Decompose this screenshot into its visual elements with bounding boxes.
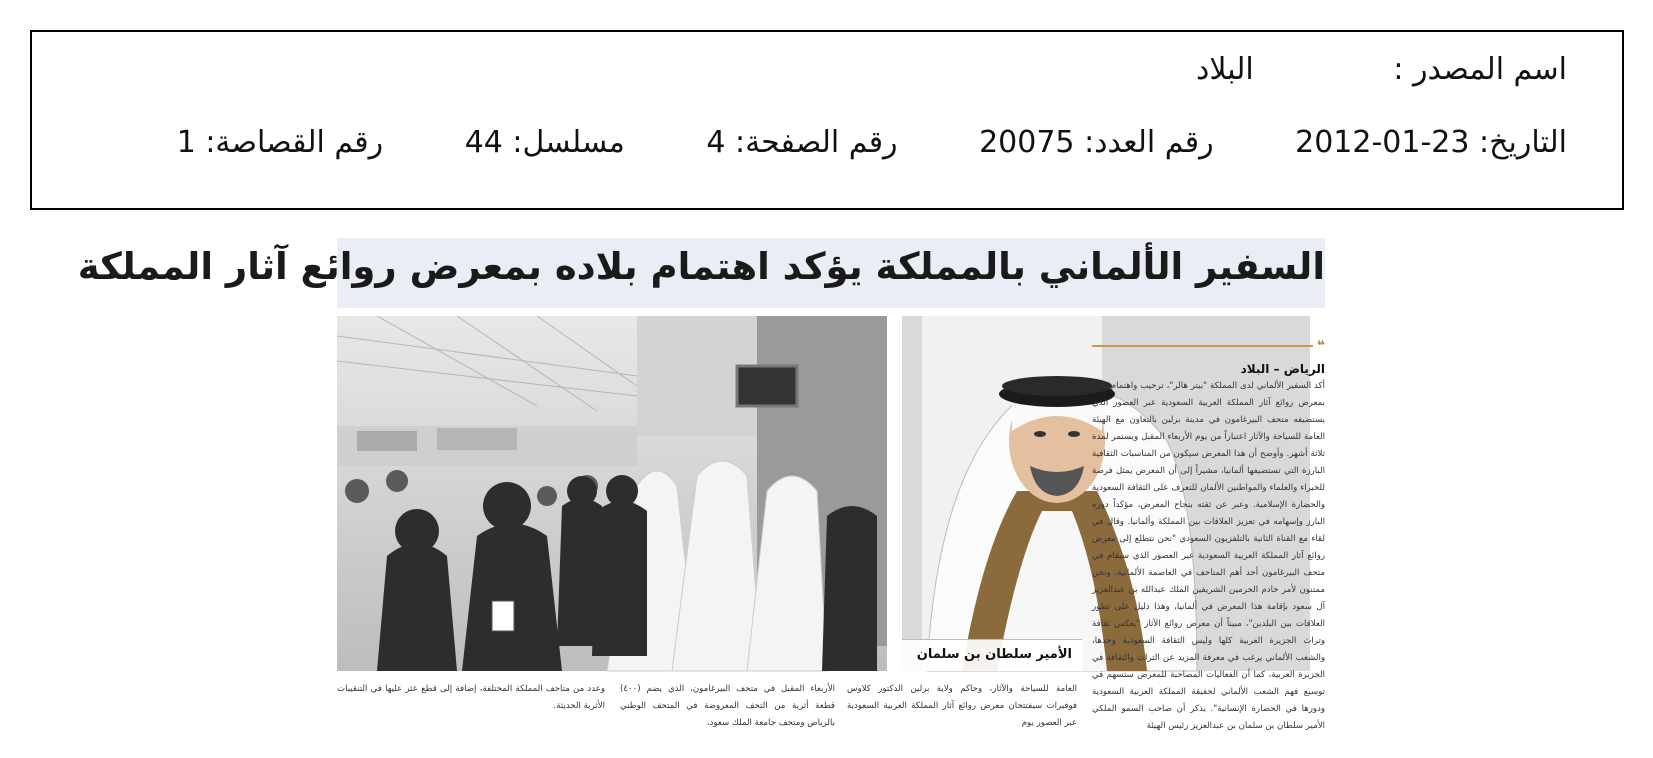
- source-value: البلاد: [1195, 52, 1254, 87]
- clip-value: 1: [176, 125, 196, 160]
- headline-band: [77, 238, 1325, 308]
- details-row: [177, 125, 1567, 160]
- issue-value: 20075: [979, 125, 1075, 160]
- newspaper-clipping: [77, 238, 1325, 738]
- quote-mark-icon: ❝: [1316, 338, 1325, 354]
- article-body: أكد السفير الألماني لدى المملكة "بيتر هالر"، ترحيب واهتمام بلاده بمعرض روائع آثار المملكة العربية السعودية عبر العصور الذي يستضيفه متحف البيرغامون في مدينة برلين بالتعاون مع الهيئة العامة للسياحة والآثار اعتباراً من يوم الأربعاء المقبل ويستمر لمدة ثلاثة أشهر. وأوضح أن هذا المعرض سيكون من المناسبات الثقافية البارزة التي تستضيفها ألمانيا، مشيراً إلى أن المعرض يمثل فرصة للخبراء والعلماء والمواطنين الألمان للتعرف على الثقافة السعودية والحضارة الإسلامية. وعبر عن ثقته بنجاح المعرض، مؤكداً دوره البارز وإسهامه في تعزيز العلاقات بين المملكة وألمانيا. وقال في لقاء مع القناة الثانية بالتلفزيون السعودي "نحن نتطلع إلى معرض روائع آثار المملكة العربية السعودية عبر العصور الذي سيقام في متحف البيرغامون أحد أهم المتاحف في العاصمة الألمانية. ونحن ممتنون لأمر خادم الحرمين الشريفين الملك عبدالله بن عبدالعزيز آل سعود بإقامة هذا المعرض في ألمانيا، وهذا دليل على تطور العلاقات بين البلدين"، مبيناً أن معرض روائع الآثار "يعكس ثقافة وتراث الجزيرة العربية كلها وليس الثقافة السعودية وحدها، والشعب الألماني يرغب في معرفة المزيد عن التراث والثقافة في الجزيرة العربية، كما أن الفعاليات المصاحبة للمعرض ستسهم في توسيع فهم الشعب الألماني لحقيقة المملكة العربية السعودية ودورها في الحضارة الإنسانية". يذكر أن صاحب السمو الملكي الأمير سلطان بن سلمان بن عبدالعزيز رئيس الهيئة: [1092, 381, 1325, 731]
- date-label: التاريخ:: [1479, 125, 1567, 160]
- ornament-rule: [1092, 338, 1325, 354]
- source-row: [1196, 52, 1567, 87]
- serial-value: 44: [464, 125, 503, 160]
- page-label: رقم الصفحة:: [734, 125, 898, 160]
- clip-label: رقم القصاصة:: [205, 125, 384, 160]
- article-headline: السفير الألماني بالمملكة يؤكد اهتمام بلاده بمعرض روائع آثار المملكة: [77, 245, 1325, 288]
- date-value: 2012-01-23: [1295, 125, 1470, 160]
- issue-label: رقم العدد:: [1084, 125, 1214, 160]
- source-label: اسم المصدر :: [1393, 52, 1567, 87]
- article-dateline: الرياض – البلاد: [1240, 362, 1325, 376]
- continuation-column-2: العامة للسياحة والآثار، وحاكم ولاية برلين الدكتور كلاوس فوفيرات سيفتتحان معرض روائع آثار المملكة العربية السعودية عبر العصور يوم: [847, 684, 1077, 728]
- continuation-column-4: وعدد من متاحف المملكة المختلفة، إضافة إلى قطع عثر عليها في التنقيبات الأثرية الحديثة.: [337, 684, 605, 711]
- portrait-caption: الأمير سلطان بن سلمان: [902, 639, 1082, 671]
- page-value: 4: [706, 125, 726, 160]
- continuation-column-3: الأربعاء المقبل في متحف البيرغامون، الذي يضم (٤٠٠) قطعة أثرية من التحف المعروضة في المتحف الوطني بالرياض ومتحف جامعة الملك سعود،: [620, 684, 835, 728]
- serial-label: مسلسل:: [512, 125, 625, 160]
- clipping-metadata-box: [30, 30, 1624, 210]
- article-column: [1092, 338, 1325, 735]
- exhibition-crowd-photo: [337, 316, 887, 671]
- ornament-line: [1092, 345, 1313, 347]
